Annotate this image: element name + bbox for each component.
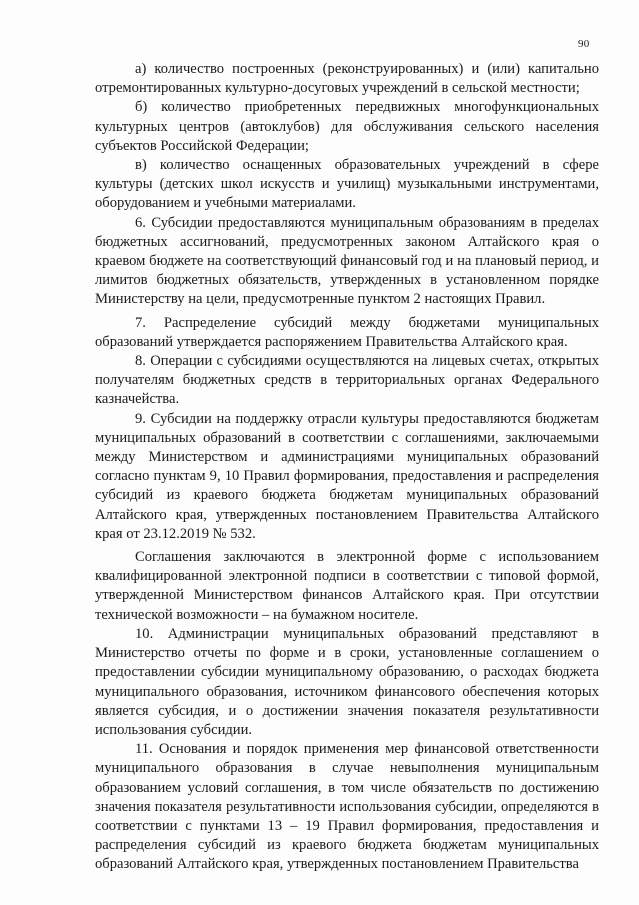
paragraph-clause-10: 10. Администрации муниципальных образований представляют в Министерство отчеты по форме и в сроки, установленные соглашением о предоставлении субсидии муниципальному образованию, о расходах бюджета муниципального образования, источником финансового обеспечения которых является субсидия, и о достижении значения показателя результативности использования субсидии. [95,625,599,738]
paragraph-clause-11: 11. Основания и порядок применения мер финансовой ответственности муниципального образования в случае невыполнения муниципальным образованием условий соглашения, в том числе обязательств по достижению значения показателя результативности использования субсидии, определяются в соответствии с пунктами 13 – 19 Правил формирования, предоставления и распределения субсидий из краевого бюджета бюджетам муниципальных образований Алтайского края, утвержденных постановлением Правительства [95,741,599,873]
paragraph-agreements: Соглашения заключаются в электронной форме с использованием квалифицированной электронной подписи в соответствии с типовой формой, утвержденной Министерством финансов Алтайского края. При отсутствии технической возможности – на бумажном носителе. [95,549,599,623]
paragraph-clause-8: 8. Операции с субсидиями осуществляются на лицевых счетах, открытых получателям бюджетных средств в территориальных органах Федерального казначейства. [95,353,599,408]
paragraph-clause-9: 9. Субсидии на поддержку отрасли культуры предоставляются бюджетам муниципальных образований в соответствии с соглашениями, заключаемыми между Министерством и администрациями муниципальных образований согласно пунктам 9, 10 Правил формирования, предоставления и распределения субсидий из краевого бюджета бюджетам муниципальных образований Алтайского края, утвержденных постановлением Правительства Алтайского края от 23.12.2019 № 532. [95,410,599,542]
paragraph-item-b: б) количество приобретенных передвижных многофункциональных культурных центров (автоклубов) для обслуживания сельского населения субъектов Российской Федерации; [95,99,599,154]
page-number: 90 [578,38,590,50]
document-body [95,60,599,875]
paragraph-clause-6: 6. Субсидии предоставляются муниципальным образованиям в пределах бюджетных ассигнований, предусмотренных законом Алтайского края о краевом бюджете на соответствующий финансовый год и на плановый период, и лимитов бюджетных обязательств, утвержденных в установленном порядке Министерству на цели, предусмотренные пунктом 2 настоящих Правил. [95,214,599,308]
paragraph-clause-7: 7. Распределение субсидий между бюджетами муниципальных образований утверждается распоряжением Правительства Алтайского края. [95,314,599,350]
paragraph-item-a: а) количество построенных (реконструированных) и (или) капитально отремонтированных культурно-досуговых учреждений в сельской местности; [95,61,599,97]
paragraph-item-v: в) количество оснащенных образовательных учреждений в сфере культуры (детских школ искусств и училищ) музыкальными инструментами, оборудованием и учебными материалами. [95,157,599,212]
